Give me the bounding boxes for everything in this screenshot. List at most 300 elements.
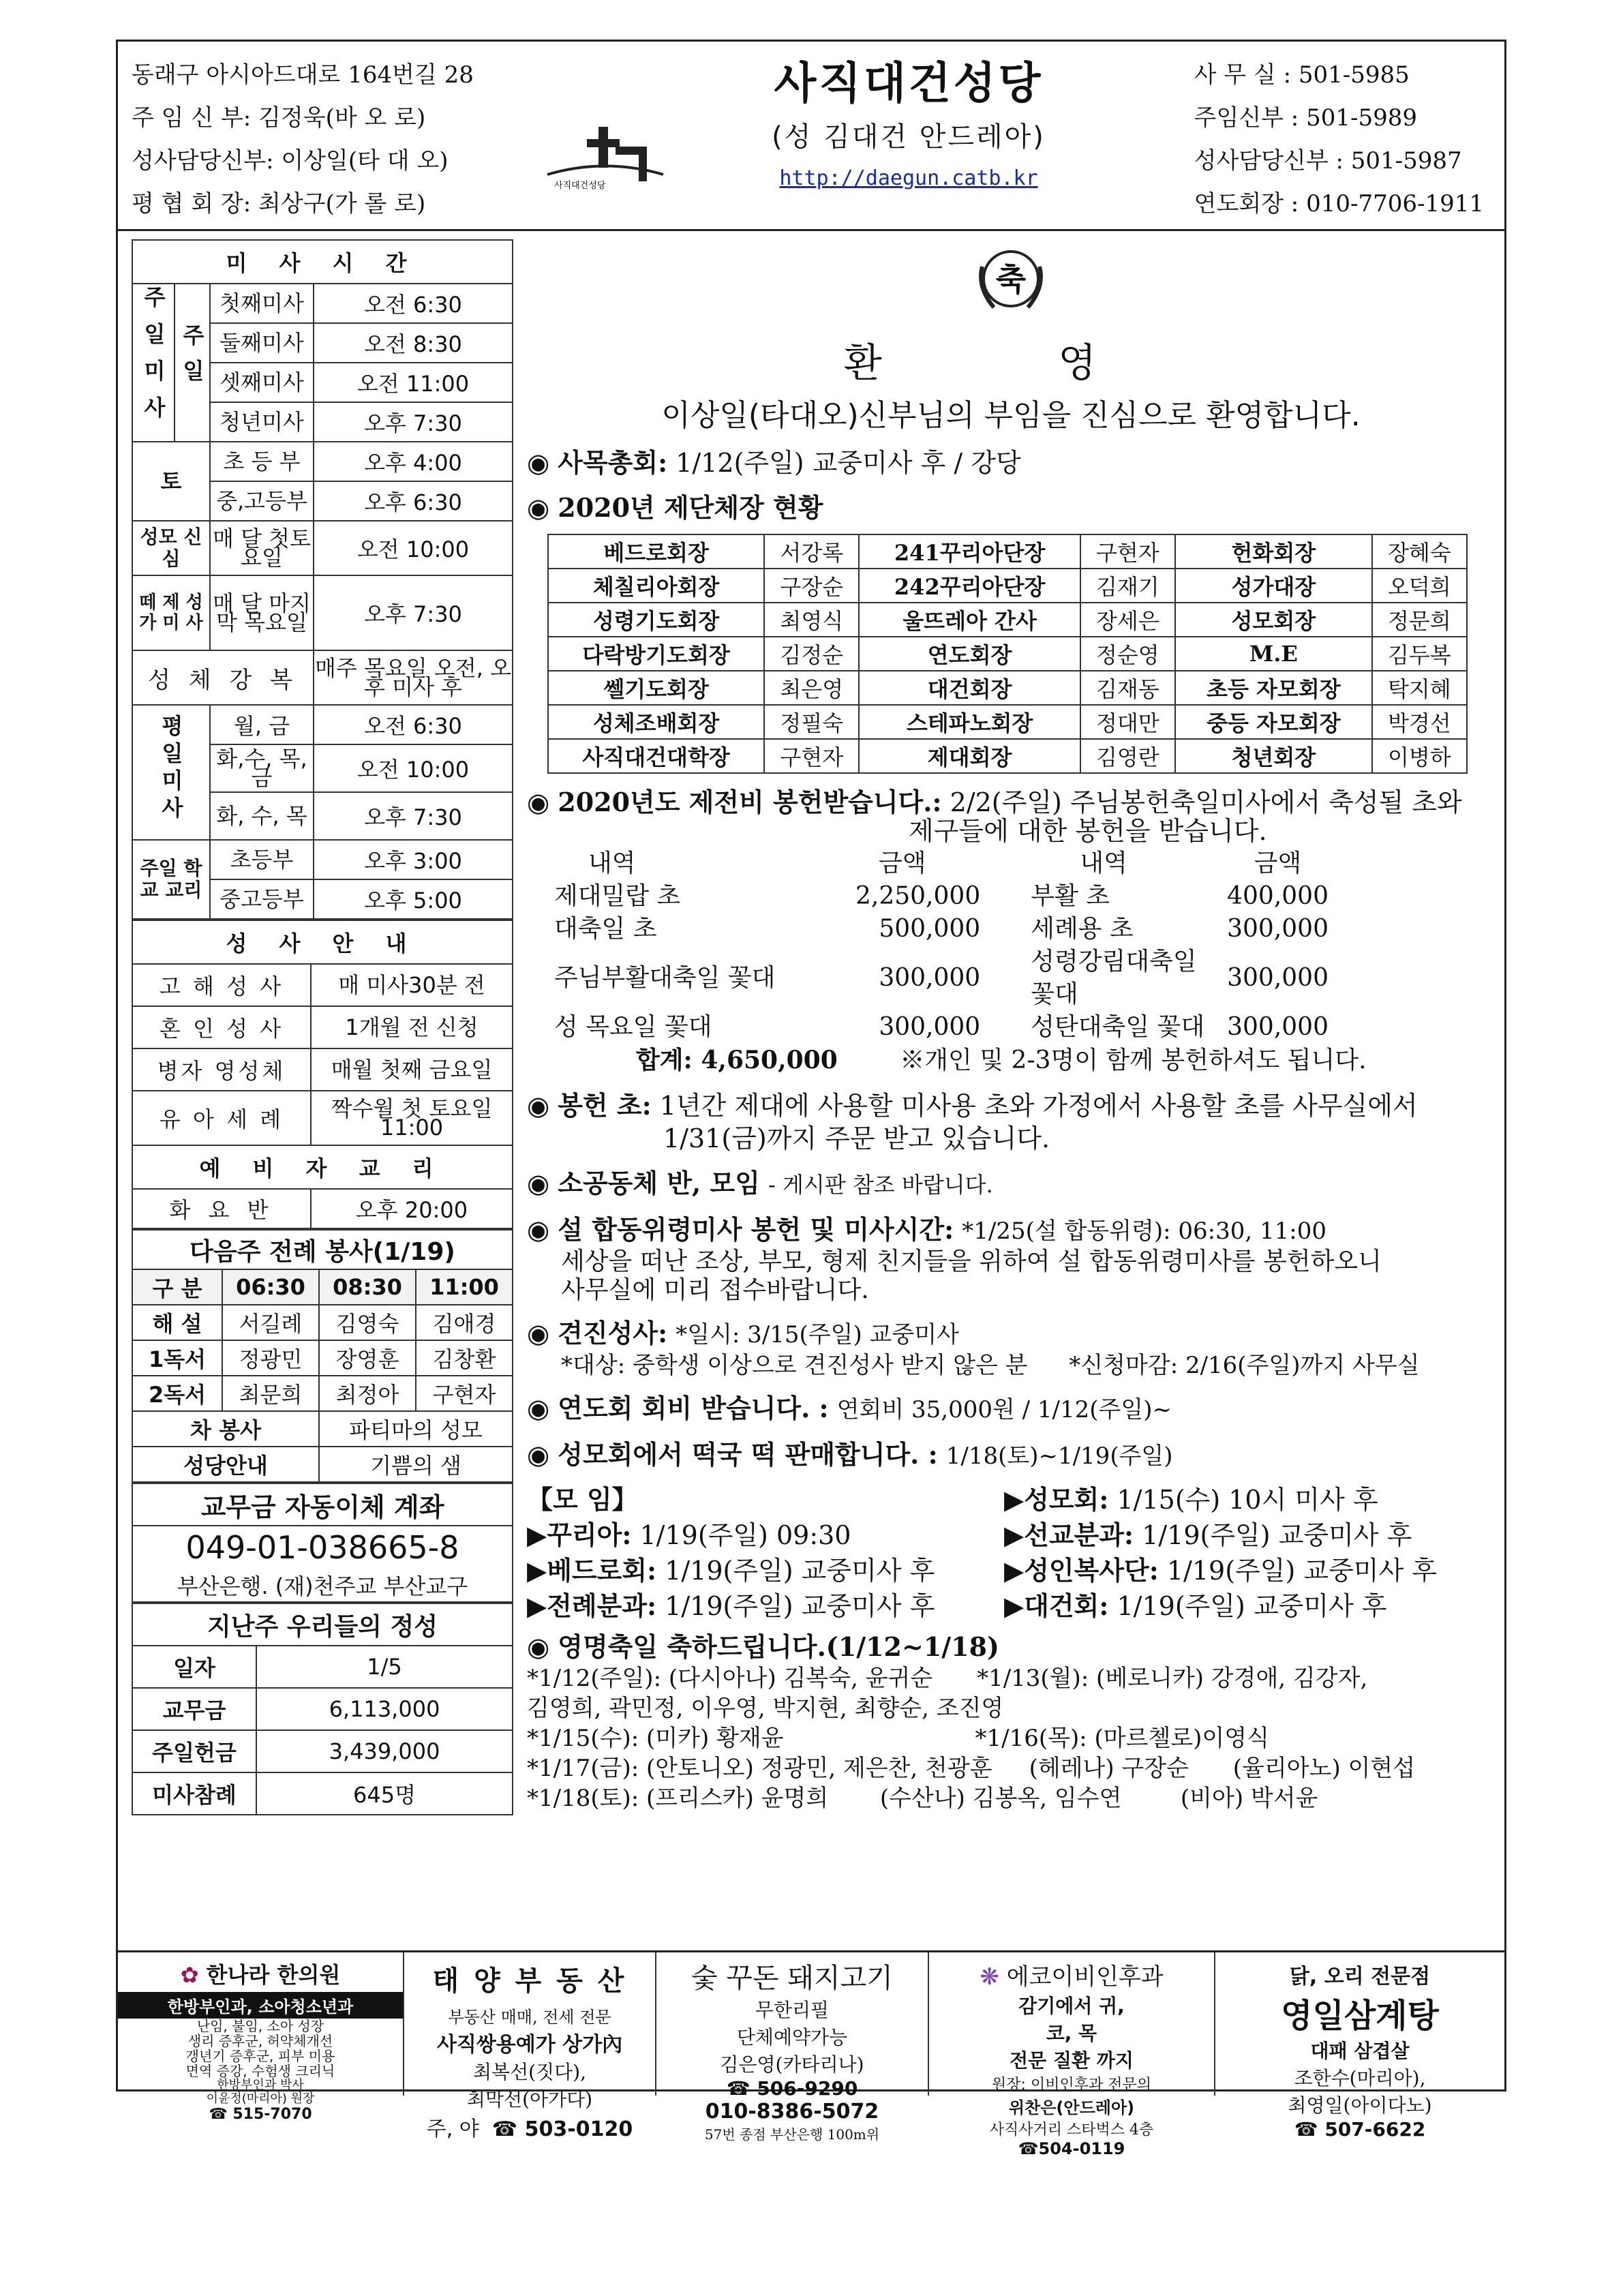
header-left [132, 54, 474, 226]
ad-kkudon-tel2: 010-8386-5072 [705, 2100, 879, 2124]
staff-name: 탁지혜 [1372, 671, 1467, 705]
meeting-text: 1/19(주일) 교중미사 후 [665, 1556, 935, 1586]
staff-role: 헌화회장 [1175, 534, 1372, 569]
parish-url-link[interactable]: http://daegun.catb.kr [779, 166, 1038, 190]
candle-amount: 300,000 [1227, 1013, 1329, 1041]
offering-value: 3,439,000 [256, 1730, 513, 1772]
staff-role: 241꾸리아단장 [859, 534, 1080, 569]
yeondo-phone: 연도회장 : 010-7706-1911 [1194, 190, 1484, 217]
staff-role: 스테파노회장 [859, 705, 1080, 739]
staff-name: 정문희 [1372, 603, 1467, 637]
sacrament-name: 고 해 성 사 [132, 964, 311, 1006]
service-cell: 김애경 [416, 1305, 513, 1340]
staff-name: 김재기 [1080, 569, 1175, 603]
staff-name: 장세은 [1080, 603, 1175, 637]
meeting-right [1004, 1517, 1451, 1553]
mass-name: 청년미사 [210, 402, 314, 442]
sacrament-name: 혼 인 성 사 [132, 1006, 311, 1048]
ad-eco [929, 1952, 1215, 2158]
service-header: 11:00 [416, 1269, 513, 1305]
newyear-text2: 사무실에 미리 접수바랍니다. [561, 1276, 869, 1304]
candle-notice [527, 786, 1495, 847]
mass-name: 매 달 첫토요일 [210, 521, 314, 575]
candle-head: 금액 [1254, 849, 1302, 877]
ad-youngil-tel: ☎ 507-6622 [1294, 2118, 1426, 2141]
meeting-right [1004, 1588, 1451, 1624]
rice-cake-label: 성모회에서 떡국 떡 판매합니다. : [558, 1439, 938, 1470]
office-phone: 사 무 실 : 501-5985 [1194, 61, 1410, 89]
ad-youngil-l2: 대패 삼겹살 [1310, 2040, 1410, 2062]
mass-name: 화, 수, 목 [210, 792, 314, 840]
ad-youngil-l3: 조한수(마리아), [1294, 2067, 1426, 2089]
table-row [548, 671, 1467, 705]
staff-name: 이병하 [1372, 739, 1467, 773]
staff-name: 김재동 [1080, 671, 1175, 705]
mass-name: 월, 금 [210, 705, 314, 744]
candle-amount: 300,000 [879, 964, 981, 992]
account-table [132, 1483, 513, 1603]
staff-role: 초등 자모회장 [1175, 671, 1372, 705]
feast-line: *1/12(주일): (다시아나) 김복숙, 윤귀순 *1/13(월): (베로니카) 강경애, 김강자, [527, 1665, 1368, 1692]
staff-role: 울뜨레아 간사 [859, 603, 1080, 637]
parish-title: 사직대건성당 [774, 59, 1044, 109]
sacrament-value: 1개월 전 신청 [311, 1006, 513, 1048]
ad-taeyang-l1: 부동산 매매, 전세 전문 [448, 2008, 611, 2027]
ad-youngil-l4: 최영일(아이다노) [1288, 2094, 1432, 2117]
candle-table [554, 847, 1338, 1044]
rice-cake-text: 1/18(토)~1/19(주일) [945, 1442, 1173, 1470]
staff-name: 정순영 [1080, 637, 1175, 671]
ad-kkudon-l1: 무한리필 [755, 1999, 830, 2021]
table-row [527, 1553, 1451, 1588]
sunday-school-label: 주일 학교 교리 [132, 840, 210, 919]
ad-taeyang-tel: ☎ 503-0120 [491, 2117, 633, 2141]
feast-title: 영명축일 축하드립니다.(1/12~1/18) [558, 1631, 1000, 1662]
candle-head: 내역 [588, 849, 636, 877]
mass-name: 첫째미사 [210, 284, 314, 323]
bullet-icon: ◉ [527, 787, 550, 817]
ad-taeyang-name: 태 양 부 동 산 [432, 1965, 627, 1997]
mass-name: 셋째미사 [210, 363, 314, 402]
sacraments-table [132, 920, 513, 1229]
meeting-right [1004, 1482, 1451, 1517]
mass-name: 초등부 [210, 840, 314, 879]
bullet-icon: ◉ [527, 1168, 550, 1198]
ad-hannara-l1: 난임, 불임, 소아 성장 [196, 2018, 324, 2034]
table-row [548, 603, 1467, 637]
service-header: 06:30 [222, 1269, 319, 1305]
service-cell: 장영훈 [319, 1340, 416, 1376]
mass-time: 오전 10:00 [314, 744, 513, 792]
taize-label: 떼 제 성 가 미 사 [132, 575, 210, 650]
sunday-mass-label-text: 주일미사 [140, 286, 166, 433]
feast-line: *1/18(토): (프리스카) 윤명희 (수산나) 김봉옥, 임수연 (비아) 박서윤 [527, 1785, 1318, 1812]
mass-schedule-table [132, 239, 513, 920]
parish-subtitle: (성 김대건 안드레아) [772, 121, 1046, 153]
mass-time: 오전 6:30 [314, 284, 513, 323]
staff-role: 대건회장 [859, 671, 1080, 705]
ad-hannara-title [118, 1958, 403, 1989]
ad-eco-l2: 코, 목 [1046, 2022, 1097, 2044]
table-row [548, 739, 1467, 773]
ad-kkudon-l2: 단체예약가능 [736, 2026, 848, 2049]
candle-title: 2020년도 제전비 봉헌받습니다.: [558, 787, 942, 817]
table-row [548, 705, 1467, 739]
staff-role: 청년회장 [1175, 739, 1372, 773]
ad-eco-l4: 원장: 이비인후과 전문의 [992, 2076, 1151, 2094]
offering-table [132, 1603, 513, 1815]
table-row [527, 1517, 1451, 1553]
small-group-notice [527, 1167, 1495, 1201]
table-row [132, 1305, 513, 1340]
mass-name: 초 등 부 [210, 442, 314, 481]
candle-desc1: 2/2(주일) 주님봉헌축일미사에서 축성될 초와 [950, 787, 1462, 817]
catechism-title: 예 비 자 교 리 [132, 1145, 513, 1189]
bullet-icon: ◉ [527, 1318, 550, 1348]
assistant-pastor: 성사담당신부: 이상일(타 대 오) [132, 147, 449, 175]
staff-name: 박경선 [1372, 705, 1467, 739]
meeting-text: 1/15(수) 10시 미사 후 [1117, 1485, 1378, 1515]
meeting-text: 1/19(주일) 교중미사 후 [1142, 1520, 1412, 1550]
staff-role: 성모회장 [1175, 603, 1372, 637]
meetings-section [527, 1482, 1495, 1624]
offering-value: 6,113,000 [256, 1688, 513, 1730]
staff-role: 제대회장 [859, 739, 1080, 773]
logo-text: 사직대건성당 [554, 181, 606, 191]
newyear-time: *1/25(설 합동위령): 06:30, 11:00 [962, 1218, 1326, 1245]
welcome-title: 환 영 [843, 339, 1179, 386]
service-cell: 김창환 [416, 1340, 513, 1376]
meeting-name: ▶베드로회: [527, 1555, 657, 1586]
sunday-sub-text: 주일 [179, 324, 205, 395]
bullet-icon: ◉ [527, 1439, 550, 1470]
candle-amount: 300,000 [1227, 964, 1329, 992]
service-cell: 최정아 [319, 1376, 416, 1411]
ad-hannara-spec: 한방부인과, 소아청소년과 [118, 1992, 403, 2019]
sacrament-value: 매월 첫째 금요일 [311, 1048, 513, 1091]
staff-name: 구현자 [764, 739, 859, 773]
staff-name: 김정순 [764, 637, 859, 671]
liturgy-service-table [132, 1229, 513, 1483]
candle-item: 성령강림대축일 꽃대 [1031, 948, 1197, 1008]
candle-amount: 400,000 [1227, 882, 1329, 910]
table-row [554, 880, 1338, 913]
candle-head: 금액 [879, 849, 926, 877]
table-row [554, 946, 1338, 1011]
meetings-table [527, 1482, 1451, 1624]
meeting-name: ▶전례분과: [527, 1590, 657, 1621]
ad-eco-name: 에코이비인후과 [1006, 1963, 1164, 1991]
mass-time: 오전 10:00 [314, 521, 513, 575]
ad-youngil-name: 닭, 오리 전문점 [1289, 1965, 1431, 1989]
ad-youngil-l1: 영일삼계탕 [1281, 1997, 1439, 2035]
service-cell: 정광민 [222, 1340, 319, 1376]
candle-note: ※개인 및 2-3명이 함께 봉헌하셔도 됩니다. [900, 1046, 1367, 1074]
confirmation-date: *일시: 3/15(주일) 교중미사 [676, 1321, 959, 1348]
ad-kkudon-l3: 김은영(카타리나) [720, 2053, 864, 2076]
staff-role: 체칠리아회장 [548, 569, 764, 603]
bullet-icon: ◉ [527, 1214, 550, 1245]
offering-name: 일자 [132, 1646, 256, 1688]
ad-hannara [118, 1952, 404, 2123]
candle-item: 제대밀랍 초 [554, 882, 681, 910]
staff-name: 구현자 [1080, 534, 1175, 569]
candle-offer [554, 847, 1495, 1077]
guide-value: 기쁨의 샘 [319, 1447, 513, 1482]
candle-amount: 2,250,000 [855, 882, 981, 910]
bullet-icon: ◉ [527, 1631, 550, 1662]
ad-kkudon [656, 1952, 929, 2143]
confirmation-notice [527, 1317, 1495, 1380]
feast-section [527, 1631, 1495, 1813]
offering-name: 주일헌금 [132, 1730, 256, 1772]
fee-text: 연회비 35,000원 / 1/12(주일)~ [836, 1396, 1172, 1423]
fee-label: 연도회 회비 받습니다. : [558, 1393, 829, 1423]
heart-devotion-label: 성모 신심 [132, 521, 210, 575]
candle2-label: 봉헌 초: [558, 1090, 652, 1121]
offering-value: 1/5 [256, 1646, 513, 1688]
confirmation-target: *대상: 중학생 이상으로 견진성사 받지 않은 분 [561, 1352, 1028, 1379]
ad-eco-tel: ☎504-0119 [1018, 2139, 1125, 2158]
service-role: 2독서 [132, 1376, 222, 1411]
newyear-notice [527, 1213, 1495, 1305]
table-row [548, 534, 1467, 569]
pastoral-label: 사목총회: [558, 447, 668, 478]
welcome-message: 이상일(타대오)신부님의 부임을 진심으로 환영합니다. [661, 398, 1361, 433]
header [118, 42, 1504, 231]
newyear-label: 설 합동위령미사 봉헌 및 미사시간: [558, 1214, 954, 1245]
table-row [548, 569, 1467, 603]
mass-name: 중고등부 [210, 879, 314, 919]
staff-role: 242꾸리아단장 [859, 569, 1080, 603]
service-header: 08:30 [319, 1269, 416, 1305]
ad-hannara-l2: 생리 증후군, 허약체개선 [187, 2033, 333, 2049]
fee-notice [527, 1392, 1495, 1426]
ad-hannara-l5: 한방부인과 박사 [217, 2078, 304, 2092]
meeting-name: ▶대건회: [1004, 1590, 1109, 1621]
staff-name: 오덕희 [1372, 569, 1467, 603]
confirmation-label: 견진성사: [558, 1318, 668, 1348]
flower-icon: ✿ [180, 1962, 199, 1988]
staff-role: 연도회장 [859, 637, 1080, 671]
confirmation-details [561, 1351, 1495, 1380]
table-row [527, 1588, 1451, 1624]
sunday-sub-label [175, 284, 210, 442]
assistant-phone: 성사담당신부 : 501-5987 [1194, 147, 1462, 175]
ad-taeyang [404, 1952, 656, 2141]
ad-eco-l6: 사직사거리 스타벅스 4층 [989, 2121, 1154, 2139]
mass-name: 매 달 마지막 목요일 [210, 575, 314, 650]
ad-taeyang-l2: 사직쌍용예가 상가內 [436, 2033, 623, 2057]
bullet-icon: ◉ [527, 1090, 550, 1121]
header-right [1194, 54, 1484, 226]
ads-bar [118, 1950, 1504, 2158]
ad-taeyang-l5: 주, 야 [426, 2117, 479, 2141]
meeting-text: 1/19(주일) 09:30 [639, 1520, 851, 1550]
mass-name: 중,고등부 [210, 481, 314, 521]
candle-item: 주님부활대축일 꽃대 [554, 964, 776, 992]
service-cell: 구현자 [416, 1376, 513, 1411]
candle-item: 부활 초 [1031, 882, 1110, 910]
ad-kkudon-name: 숯 꾸돈 돼지고기 [691, 1963, 893, 1994]
left-column [132, 239, 513, 1815]
staff-role: 다락방기도회장 [548, 637, 764, 671]
meeting-name: ▶성모회: [1004, 1484, 1109, 1515]
sacrament-name: 유 아 세 례 [132, 1091, 311, 1145]
ad-hannara-tel: ☎ 515-7070 [209, 2106, 312, 2123]
pastor: 주 임 신 부: 김정욱(바 오 로) [132, 104, 426, 132]
mass-time: 오전 11:00 [314, 363, 513, 402]
staff-title: 2020년 제단체장 현황 [558, 492, 823, 523]
mass-time: 오후 3:00 [314, 840, 513, 879]
small-group-text: - 게시판 참조 바랍니다. [768, 1172, 993, 1198]
table-row [554, 1011, 1338, 1044]
staff-role: 쎌기도회장 [548, 671, 764, 705]
pastoral-text: 1/12(주일) 교중미사 후 / 강당 [676, 448, 1021, 478]
candle-desc2: 제구들에 대한 봉헌을 받습니다. [909, 816, 1267, 846]
staff-notice [527, 492, 1495, 524]
meeting-left [527, 1517, 1004, 1553]
adoration-label: 성 체 강 복 [132, 650, 314, 705]
mass-time: 오후 5:00 [314, 879, 513, 919]
service-title: 다음주 전례 봉사(1/19) [132, 1230, 513, 1269]
rice-cake-notice [527, 1438, 1495, 1472]
candle-item: 성탄대축일 꽃대 [1031, 1013, 1205, 1041]
sacrament-value: 매 미사30분 전 [311, 964, 513, 1006]
mass-time: 오전 8:30 [314, 323, 513, 363]
catechism-time: 오후 20:00 [311, 1189, 513, 1228]
candle-total: 합계: 4,650,000 [636, 1046, 838, 1074]
mass-time: 오후 4:00 [314, 442, 513, 481]
offering-value: 645명 [256, 1772, 513, 1815]
saturday-label: 토 [132, 442, 210, 521]
clinic-logo-icon: ❋ [980, 1963, 999, 1991]
staff-name: 서강록 [764, 534, 859, 569]
candle-item: 성 목요일 꽃대 [554, 1013, 712, 1041]
ad-hannara-l6: 이윤정(마리아) 원장 [206, 2091, 315, 2106]
staff-role: 베드로회장 [548, 534, 764, 569]
bullet-icon: ◉ [527, 447, 550, 478]
candle-head: 내역 [1080, 849, 1127, 877]
table-row [132, 1340, 513, 1376]
ad-kkudon-tel1: ☎ 506-9290 [726, 2077, 858, 2100]
table-row [554, 913, 1338, 946]
mass-time: 오전 6:30 [314, 705, 513, 744]
newyear-text1: 세상을 떠난 조상, 부모, 형제 친지들을 위하여 설 합동위령미사를 봉헌하오니 [561, 1248, 1382, 1275]
bullet-icon: ◉ [527, 1393, 550, 1423]
service-cell: 김영숙 [319, 1305, 416, 1340]
candle-amount: 300,000 [1227, 915, 1329, 943]
mass-time: 오후 7:30 [314, 792, 513, 840]
staff-name: 최영식 [764, 603, 859, 637]
meeting-right [1004, 1553, 1451, 1588]
candle-amount: 500,000 [879, 915, 981, 943]
ad-taeyang-tel-line [404, 2112, 655, 2142]
ad-youngil [1215, 1952, 1504, 2141]
adoration-time: 매주 목요일 오전, 오후 미사 후 [314, 650, 513, 705]
mass-title: 미 사 시 간 [132, 240, 513, 284]
service-cell: 서길례 [222, 1305, 319, 1340]
ad-eco-l1: 감기에서 귀, [1018, 1995, 1125, 2017]
staff-table [547, 534, 1468, 774]
meeting-text: 1/19(주일) 교중미사 후 [1166, 1556, 1437, 1586]
small-group-label: 소공동체 반, 모임 [558, 1168, 760, 1198]
feast-line: *1/15(수): (미카) 황재윤 *1/16(목): (마르첼로)이영식 [527, 1725, 1269, 1752]
sacrament-name: 병자 영성체 [132, 1048, 311, 1091]
meetings-title: 【모 임】 [527, 1484, 638, 1515]
account-number: 049-01-038665-8 [132, 1526, 513, 1568]
meeting-name: ▶선교분과: [1004, 1520, 1134, 1550]
offering-name: 미사참례 [132, 1772, 256, 1815]
welcome-section [527, 239, 1495, 434]
candle-item: 대축일 초 [554, 915, 657, 943]
mass-time: 오후 7:30 [314, 575, 513, 650]
pastor-phone: 주임신부 : 501-5989 [1194, 104, 1417, 132]
header-center [650, 48, 1168, 190]
ad-hannara-name: 한나라 한의원 [206, 1962, 341, 1988]
candle-total-line [636, 1044, 1495, 1077]
meeting-name: ▶꾸리아: [527, 1520, 632, 1550]
staff-role: 사직대건대학장 [548, 739, 764, 773]
guide-label: 성당안내 [132, 1447, 319, 1482]
meeting-text: 1/19(주일) 교중미사 후 [1117, 1591, 1387, 1621]
bulletin-page [116, 40, 1506, 2158]
candle2-notice [527, 1089, 1495, 1155]
ad-taeyang-l4: 최막선(아가다) [466, 2088, 593, 2111]
sacraments-title: 성 사 안 내 [132, 920, 513, 964]
celebration-badge: 축 [995, 261, 1027, 298]
confirmation-deadline: *신청마감: 2/16(주일)까지 사무실 [1069, 1352, 1420, 1379]
feast-line: 김영희, 곽민정, 이우영, 박지현, 최향순, 조진영 [527, 1695, 1004, 1722]
offering-name: 교무금 [132, 1688, 256, 1730]
staff-role: M.E [1175, 637, 1372, 671]
candle2-text2: 1/31(금)까지 주문 받고 있습니다. [663, 1123, 1050, 1153]
catechism-day: 화 요 반 [132, 1189, 311, 1228]
ad-hannara-l4: 면역 증강, 수험생 크리닉 [185, 2063, 335, 2079]
table-row [527, 1482, 1451, 1517]
service-header: 구 분 [132, 1269, 222, 1305]
service-role: 1독서 [132, 1340, 222, 1376]
vehicle-label: 차 봉사 [132, 1411, 319, 1447]
service-role: 해 설 [132, 1305, 222, 1340]
vehicle-value: 파티마의 성모 [319, 1411, 513, 1447]
mass-name: 둘째미사 [210, 323, 314, 363]
staff-role: 성령기도회장 [548, 603, 764, 637]
weekday-mass-label [132, 705, 210, 840]
staff-name: 김두복 [1372, 637, 1467, 671]
weekday-mass-label-text: 평일미사 [158, 714, 184, 824]
ad-taeyang-l3: 최복선(짓다), [473, 2061, 586, 2083]
offering-title: 지난주 우리들의 정성 [132, 1603, 513, 1646]
staff-name: 정대만 [1080, 705, 1175, 739]
council-head: 평 협 회 장: 최상구(가 롤 로) [132, 190, 426, 217]
account-bank: 부산은행. (재)천주교 부산교구 [132, 1568, 513, 1602]
candle-amount: 300,000 [879, 1013, 981, 1041]
sacrament-value: 짝수월 첫 토요일 11:00 [311, 1091, 513, 1145]
feast-line: *1/17(금): (안토니오) 정광민, 제은찬, 천광훈 (헤레나) 구장순 (율리아노) 이현섭 [527, 1755, 1416, 1782]
staff-role: 성체조배회장 [548, 705, 764, 739]
candle-item: 세례용 초 [1031, 915, 1134, 943]
ad-eco-l3: 전문 질환 까지 [1010, 2049, 1134, 2072]
mass-time: 오후 7:30 [314, 402, 513, 442]
staff-name: 최은영 [764, 671, 859, 705]
bullet-icon: ◉ [527, 492, 550, 523]
meeting-left [527, 1588, 1004, 1624]
table-row [548, 637, 1467, 671]
ad-eco-title [929, 1958, 1214, 1991]
staff-name: 구장순 [764, 569, 859, 603]
mass-name: 화,수, 목,금 [210, 744, 314, 792]
